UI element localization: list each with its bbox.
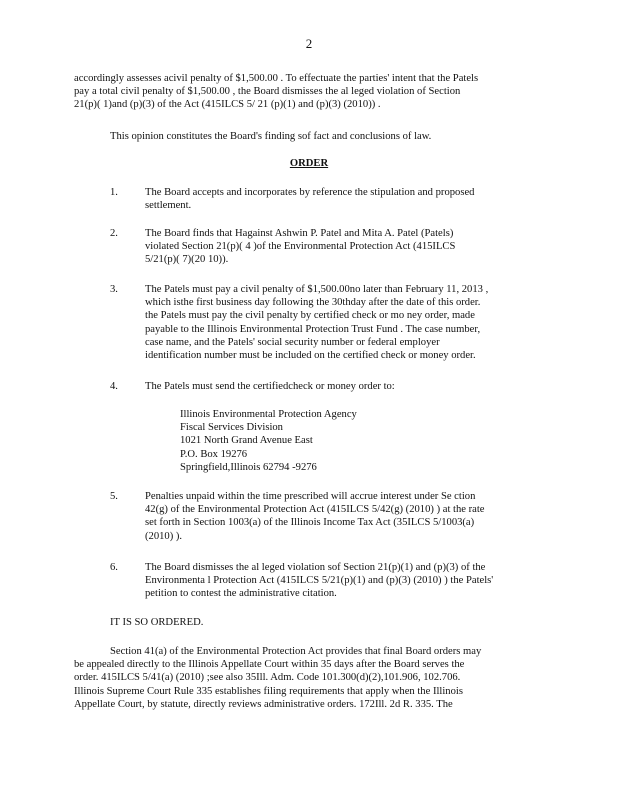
address-line: Illinois Environmental Protection Agency: [180, 409, 357, 420]
item-body: [145, 186, 520, 212]
item-line: identification number must be included on the certified check or money order.: [145, 350, 476, 362]
item-line: The Board dismisses the al leged violation sof Section 21(p)(1) and (p)(3) of the: [145, 562, 486, 573]
item-line: set forth in Section 1003(a) of the Illinois Income Tax Act (35ILCS 5/1003(a): [145, 517, 475, 529]
item-line: violated Section 21(p)( 4 )of the Environmental Protection Act (415ILCS: [145, 241, 456, 253]
mailing-address: [180, 408, 357, 474]
appeal-line: Appellate Court, by statute, directly reviews administrative orders. 172Ill. 2d R. 335. The: [74, 698, 453, 710]
item-line: The Board finds that Hagainst Ashwin P. Patel and Mita A. Patel (Patels): [145, 228, 454, 239]
item-number: 3.: [110, 284, 118, 295]
item-line: Penalties unpaid within the time prescribed will accrue interest under Se ction: [145, 491, 476, 502]
item-line: 5/21(p)( 7)(20 10)).: [145, 254, 229, 266]
item-line: Environmenta l Protection Act (415ILCS 5/21(p)(1) and (p)(3) (2010) ) the Patels': [145, 575, 494, 587]
item-line: which isthe first business day following the 30thday after the date of this order.: [145, 297, 481, 309]
item-body: [145, 561, 520, 601]
item-line: The Board accepts and incorporates by reference the stipulation and proposed: [145, 187, 475, 198]
item-line: (2010) ).: [145, 530, 183, 542]
item-body: [145, 380, 520, 393]
item-line: The Patels must pay a civil penalty of $1,500.00no later than February 11, 2013 ,: [145, 284, 489, 295]
item-line: settlement.: [145, 200, 192, 212]
findings-statement: This opinion constitutes the Board's finding sof fact and conclusions of law.: [110, 131, 432, 142]
item-line: payable to the Illinois Environmental Protection Trust Fund . The case number,: [145, 323, 481, 335]
item-line: case name, and the Patels' social security number or federal employer: [145, 336, 440, 348]
appeal-line: Section 41(a) of the Environmental Protection Act provides that final Board orders may: [110, 646, 482, 657]
item-line: 42(g) of the Environmental Protection Act (415ILCS 5/42(g) (2010) ) at the rate: [145, 504, 485, 516]
intro-line: accordingly assesses acivil penalty of $1,500.00 . To effectuate the parties' intent that the Patels: [74, 73, 479, 84]
item-number: 5.: [110, 491, 118, 502]
item-line: The Patels must send the certifiedcheck or money order to:: [145, 381, 395, 392]
item-number: 4.: [110, 381, 118, 392]
intro-paragraph: [74, 72, 516, 112]
item-number: 6.: [110, 562, 118, 573]
intro-line: 21(p)( 1)and (p)(3) of the Act (415ILCS 5/ 21 (p)(1) and (p)(3) (2010)) .: [74, 99, 381, 111]
address-line: 1021 North Grand Avenue East: [180, 435, 313, 447]
item-body: [145, 490, 520, 543]
item-body: [145, 227, 520, 267]
address-line: Fiscal Services Division: [180, 422, 283, 434]
address-line: Springfield,Illinois 62794 -9276: [180, 461, 317, 473]
order-heading: ORDER: [289, 158, 329, 169]
appeal-line: Illinois Supreme Court Rule 335 establishes filing requirements that apply when the Illinois: [74, 685, 463, 697]
item-number: 2.: [110, 228, 118, 239]
appeal-line: be appealed directly to the Illinois Appellate Court within 35 days after the Board serves the: [74, 659, 465, 671]
item-line: the Patels must pay the civil penalty by certified check or mo ney order, made: [145, 310, 475, 322]
item-number: 1.: [110, 187, 118, 198]
appeal-paragraph: [74, 645, 516, 711]
so-ordered: IT IS SO ORDERED.: [110, 617, 204, 628]
intro-line: pay a total civil penalty of $1,500.00 , the Board dismisses the al leged violation of Section: [74, 86, 461, 98]
item-body: [145, 283, 520, 362]
item-line: petition to contest the administrative citation.: [145, 588, 337, 600]
appeal-line: order. 415ILCS 5/41(a) (2010) ;see also 35Ill. Adm. Code 101.300(d)(2),101.906, 102.706.: [74, 672, 461, 684]
page-number: 2: [305, 36, 313, 51]
address-line: P.O. Box 19276: [180, 448, 248, 460]
